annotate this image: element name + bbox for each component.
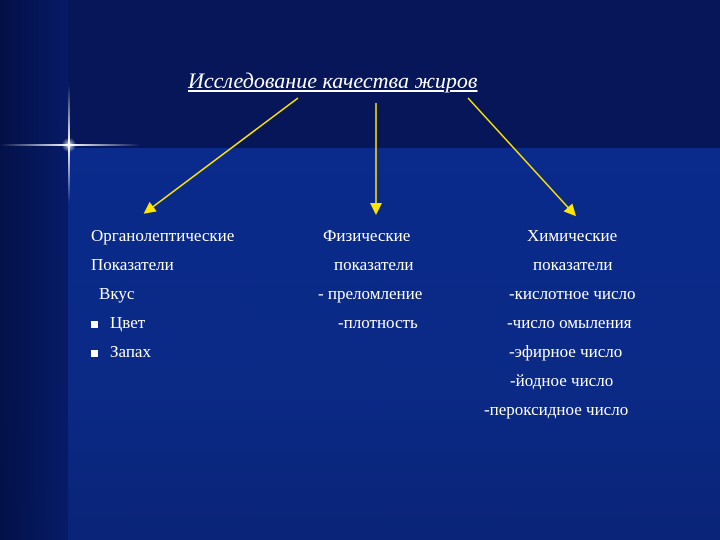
- left-item-color-label: Цвет: [110, 313, 146, 332]
- left-item-smell: [91, 342, 151, 362]
- left-heading-2: Показатели: [91, 255, 174, 274]
- right-item-iodine-number: -йодное число: [510, 371, 614, 390]
- right-item-acid-number: -кислотное число: [509, 284, 636, 303]
- left-heading-1: Органолептические: [91, 226, 235, 245]
- bullet-icon: [91, 321, 98, 328]
- middle-heading-2: показатели: [334, 255, 414, 274]
- bullet-icon: [91, 350, 98, 357]
- left-item-taste: Вкус: [99, 284, 135, 303]
- right-item-ester-number: -эфирное число: [509, 342, 623, 361]
- right-heading-1: Химические: [527, 226, 618, 245]
- middle-heading-1: Физические: [323, 226, 411, 245]
- diagram-title: Исследование качества жиров: [188, 68, 478, 93]
- middle-item-density: -плотность: [338, 313, 418, 332]
- left-item-smell-label: Запах: [110, 342, 151, 361]
- right-item-saponification: -число омыления: [507, 313, 632, 332]
- middle-item-refraction: - преломление: [318, 284, 423, 303]
- arrow-left: [146, 98, 298, 212]
- arrow-right: [468, 98, 574, 214]
- right-heading-2: показатели: [533, 255, 613, 274]
- right-item-peroxide-number: -пероксидное число: [484, 400, 629, 419]
- left-item-color: [91, 313, 145, 333]
